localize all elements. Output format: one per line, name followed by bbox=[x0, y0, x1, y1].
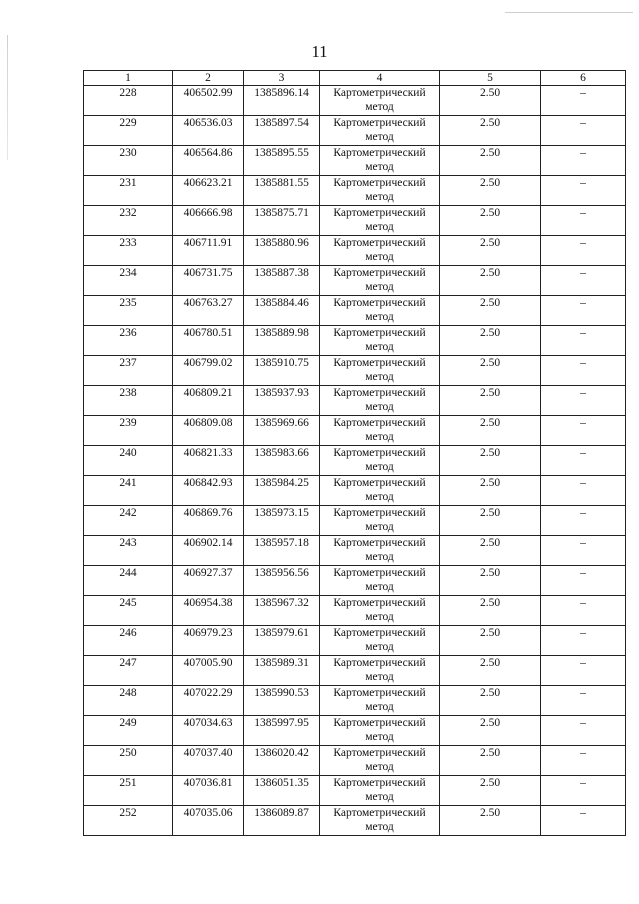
y-coordinate-cell: 1385910.75 bbox=[244, 356, 320, 386]
method-line1: Картометрический bbox=[333, 567, 426, 579]
x-coordinate-cell: 406809.08 bbox=[173, 416, 244, 446]
accuracy-cell: 2.50 bbox=[440, 266, 541, 296]
method-line2: метод bbox=[365, 101, 394, 113]
x-coordinate-cell: 406927.37 bbox=[173, 566, 244, 596]
method-cell bbox=[320, 206, 440, 236]
method-line2: метод bbox=[365, 641, 394, 653]
method-line1: Картометрический bbox=[333, 777, 426, 789]
method-line2: метод bbox=[365, 731, 394, 743]
point-number-cell: 236 bbox=[84, 326, 173, 356]
point-number-cell: 241 bbox=[84, 476, 173, 506]
accuracy-cell: 2.50 bbox=[440, 476, 541, 506]
method-line1: Картометрический bbox=[333, 537, 426, 549]
method-cell bbox=[320, 626, 440, 656]
point-number-cell: 248 bbox=[84, 686, 173, 716]
method-line1: Картометрический bbox=[333, 747, 426, 759]
point-number-cell: 249 bbox=[84, 716, 173, 746]
note-cell: – bbox=[541, 476, 626, 506]
x-coordinate-cell: 406809.21 bbox=[173, 386, 244, 416]
method-line1: Картометрический bbox=[333, 237, 426, 249]
y-coordinate-cell: 1385897.54 bbox=[244, 116, 320, 146]
table-row bbox=[84, 626, 626, 656]
note-cell: – bbox=[541, 446, 626, 476]
method-line1: Картометрический bbox=[333, 717, 426, 729]
method-cell bbox=[320, 386, 440, 416]
point-number-cell: 251 bbox=[84, 776, 173, 806]
accuracy-cell: 2.50 bbox=[440, 386, 541, 416]
point-number-cell: 245 bbox=[84, 596, 173, 626]
table-body bbox=[84, 86, 626, 836]
x-coordinate-cell: 407034.63 bbox=[173, 716, 244, 746]
point-number-cell: 230 bbox=[84, 146, 173, 176]
accuracy-cell: 2.50 bbox=[440, 356, 541, 386]
x-coordinate-cell: 406902.14 bbox=[173, 536, 244, 566]
y-coordinate-cell: 1385983.66 bbox=[244, 446, 320, 476]
table-row bbox=[84, 716, 626, 746]
x-coordinate-cell: 406711.91 bbox=[173, 236, 244, 266]
method-cell bbox=[320, 806, 440, 836]
y-coordinate-cell: 1385990.53 bbox=[244, 686, 320, 716]
method-line2: метод bbox=[365, 551, 394, 563]
method-cell bbox=[320, 656, 440, 686]
point-number-cell: 229 bbox=[84, 116, 173, 146]
y-coordinate-cell: 1385997.95 bbox=[244, 716, 320, 746]
table-row bbox=[84, 806, 626, 836]
table-row bbox=[84, 446, 626, 476]
y-coordinate-cell: 1385956.56 bbox=[244, 566, 320, 596]
point-number-cell: 244 bbox=[84, 566, 173, 596]
table-row bbox=[84, 266, 626, 296]
point-number-cell: 233 bbox=[84, 236, 173, 266]
x-coordinate-cell: 406799.02 bbox=[173, 356, 244, 386]
point-number-cell: 238 bbox=[84, 386, 173, 416]
x-coordinate-cell: 406536.03 bbox=[173, 116, 244, 146]
column-header: 3 bbox=[244, 71, 320, 86]
note-cell: – bbox=[541, 716, 626, 746]
table-row bbox=[84, 176, 626, 206]
x-coordinate-cell: 407035.06 bbox=[173, 806, 244, 836]
method-line1: Картометрический bbox=[333, 327, 426, 339]
point-number-cell: 231 bbox=[84, 176, 173, 206]
table-row bbox=[84, 506, 626, 536]
note-cell: – bbox=[541, 206, 626, 236]
x-coordinate-cell: 406731.75 bbox=[173, 266, 244, 296]
method-line1: Картометрический bbox=[333, 447, 426, 459]
method-line1: Картометрический bbox=[333, 657, 426, 669]
table-row bbox=[84, 596, 626, 626]
note-cell: – bbox=[541, 326, 626, 356]
accuracy-cell: 2.50 bbox=[440, 326, 541, 356]
method-line1: Картометрический bbox=[333, 267, 426, 279]
method-line2: метод bbox=[365, 671, 394, 683]
note-cell: – bbox=[541, 596, 626, 626]
y-coordinate-cell: 1385989.31 bbox=[244, 656, 320, 686]
accuracy-cell: 2.50 bbox=[440, 716, 541, 746]
method-line2: метод bbox=[365, 491, 394, 503]
point-number-cell: 246 bbox=[84, 626, 173, 656]
table-row bbox=[84, 236, 626, 266]
note-cell: – bbox=[541, 266, 626, 296]
accuracy-cell: 2.50 bbox=[440, 446, 541, 476]
y-coordinate-cell: 1385979.61 bbox=[244, 626, 320, 656]
point-number-cell: 234 bbox=[84, 266, 173, 296]
note-cell: – bbox=[541, 626, 626, 656]
method-line2: метод bbox=[365, 581, 394, 593]
table-row bbox=[84, 146, 626, 176]
method-line1: Картометрический bbox=[333, 297, 426, 309]
accuracy-cell: 2.50 bbox=[440, 806, 541, 836]
column-header: 1 bbox=[84, 71, 173, 86]
y-coordinate-cell: 1385937.93 bbox=[244, 386, 320, 416]
method-line2: метод bbox=[365, 611, 394, 623]
note-cell: – bbox=[541, 806, 626, 836]
y-coordinate-cell: 1385895.55 bbox=[244, 146, 320, 176]
y-coordinate-cell: 1385984.25 bbox=[244, 476, 320, 506]
x-coordinate-cell: 406502.99 bbox=[173, 86, 244, 116]
table-row bbox=[84, 386, 626, 416]
scan-top-artifact bbox=[505, 12, 633, 13]
x-coordinate-cell: 406869.76 bbox=[173, 506, 244, 536]
y-coordinate-cell: 1385973.15 bbox=[244, 506, 320, 536]
method-cell bbox=[320, 326, 440, 356]
accuracy-cell: 2.50 bbox=[440, 656, 541, 686]
y-coordinate-cell: 1385957.18 bbox=[244, 536, 320, 566]
method-line2: метод bbox=[365, 761, 394, 773]
method-cell bbox=[320, 116, 440, 146]
x-coordinate-cell: 406666.98 bbox=[173, 206, 244, 236]
x-coordinate-cell: 407036.81 bbox=[173, 776, 244, 806]
table-row bbox=[84, 476, 626, 506]
accuracy-cell: 2.50 bbox=[440, 296, 541, 326]
accuracy-cell: 2.50 bbox=[440, 86, 541, 116]
point-number-cell: 235 bbox=[84, 296, 173, 326]
table-row bbox=[84, 776, 626, 806]
y-coordinate-cell: 1385967.32 bbox=[244, 596, 320, 626]
x-coordinate-cell: 406954.38 bbox=[173, 596, 244, 626]
method-line1: Картометрический bbox=[333, 147, 426, 159]
point-number-cell: 232 bbox=[84, 206, 173, 236]
method-line2: метод bbox=[365, 431, 394, 443]
y-coordinate-cell: 1385875.71 bbox=[244, 206, 320, 236]
method-line2: метод bbox=[365, 221, 394, 233]
note-cell: – bbox=[541, 536, 626, 566]
method-line2: метод bbox=[365, 161, 394, 173]
table-row bbox=[84, 536, 626, 566]
coordinates-table bbox=[83, 70, 626, 836]
note-cell: – bbox=[541, 656, 626, 686]
method-line1: Картометрический bbox=[333, 507, 426, 519]
note-cell: – bbox=[541, 116, 626, 146]
note-cell: – bbox=[541, 776, 626, 806]
x-coordinate-cell: 406564.86 bbox=[173, 146, 244, 176]
point-number-cell: 250 bbox=[84, 746, 173, 776]
method-line1: Картометрический bbox=[333, 597, 426, 609]
accuracy-cell: 2.50 bbox=[440, 416, 541, 446]
note-cell: – bbox=[541, 176, 626, 206]
point-number-cell: 239 bbox=[84, 416, 173, 446]
accuracy-cell: 2.50 bbox=[440, 536, 541, 566]
accuracy-cell: 2.50 bbox=[440, 146, 541, 176]
method-cell bbox=[320, 176, 440, 206]
y-coordinate-cell: 1386051.35 bbox=[244, 776, 320, 806]
method-line2: метод bbox=[365, 461, 394, 473]
y-coordinate-cell: 1386089.87 bbox=[244, 806, 320, 836]
point-number-cell: 247 bbox=[84, 656, 173, 686]
method-line1: Картометрический bbox=[333, 477, 426, 489]
method-cell bbox=[320, 446, 440, 476]
accuracy-cell: 2.50 bbox=[440, 596, 541, 626]
method-line2: метод bbox=[365, 311, 394, 323]
y-coordinate-cell: 1385881.55 bbox=[244, 176, 320, 206]
method-line1: Картометрический bbox=[333, 627, 426, 639]
method-cell bbox=[320, 686, 440, 716]
y-coordinate-cell: 1385884.46 bbox=[244, 296, 320, 326]
method-line2: метод bbox=[365, 341, 394, 353]
table-row bbox=[84, 326, 626, 356]
x-coordinate-cell: 407037.40 bbox=[173, 746, 244, 776]
accuracy-cell: 2.50 bbox=[440, 236, 541, 266]
accuracy-cell: 2.50 bbox=[440, 626, 541, 656]
column-header: 4 bbox=[320, 71, 440, 86]
accuracy-cell: 2.50 bbox=[440, 506, 541, 536]
method-line2: метод bbox=[365, 821, 394, 833]
column-header: 5 bbox=[440, 71, 541, 86]
method-cell bbox=[320, 356, 440, 386]
column-header: 6 bbox=[541, 71, 626, 86]
table-row bbox=[84, 116, 626, 146]
method-line1: Картометрический bbox=[333, 417, 426, 429]
column-header: 2 bbox=[173, 71, 244, 86]
point-number-cell: 228 bbox=[84, 86, 173, 116]
method-cell bbox=[320, 746, 440, 776]
method-line2: метод bbox=[365, 191, 394, 203]
table-row bbox=[84, 296, 626, 326]
table-row bbox=[84, 416, 626, 446]
table-row bbox=[84, 746, 626, 776]
method-line1: Картометрический bbox=[333, 687, 426, 699]
method-cell bbox=[320, 776, 440, 806]
note-cell: – bbox=[541, 296, 626, 326]
x-coordinate-cell: 406842.93 bbox=[173, 476, 244, 506]
method-line2: метод bbox=[365, 521, 394, 533]
point-number-cell: 243 bbox=[84, 536, 173, 566]
method-cell bbox=[320, 476, 440, 506]
point-number-cell: 240 bbox=[84, 446, 173, 476]
accuracy-cell: 2.50 bbox=[440, 566, 541, 596]
method-line2: метод bbox=[365, 131, 394, 143]
table-row bbox=[84, 86, 626, 116]
x-coordinate-cell: 406979.23 bbox=[173, 626, 244, 656]
note-cell: – bbox=[541, 416, 626, 446]
note-cell: – bbox=[541, 386, 626, 416]
method-line2: метод bbox=[365, 791, 394, 803]
accuracy-cell: 2.50 bbox=[440, 116, 541, 146]
y-coordinate-cell: 1385889.98 bbox=[244, 326, 320, 356]
x-coordinate-cell: 406780.51 bbox=[173, 326, 244, 356]
point-number-cell: 252 bbox=[84, 806, 173, 836]
method-line1: Картометрический bbox=[333, 807, 426, 819]
note-cell: – bbox=[541, 236, 626, 266]
note-cell: – bbox=[541, 146, 626, 176]
y-coordinate-cell: 1385880.96 bbox=[244, 236, 320, 266]
method-cell bbox=[320, 236, 440, 266]
note-cell: – bbox=[541, 86, 626, 116]
method-cell bbox=[320, 146, 440, 176]
method-line1: Картометрический bbox=[333, 117, 426, 129]
accuracy-cell: 2.50 bbox=[440, 206, 541, 236]
method-cell bbox=[320, 596, 440, 626]
method-cell bbox=[320, 296, 440, 326]
note-cell: – bbox=[541, 746, 626, 776]
method-line2: метод bbox=[365, 401, 394, 413]
method-line1: Картометрический bbox=[333, 177, 426, 189]
method-cell bbox=[320, 266, 440, 296]
y-coordinate-cell: 1386020.42 bbox=[244, 746, 320, 776]
method-cell bbox=[320, 86, 440, 116]
table-row bbox=[84, 566, 626, 596]
table-header-row bbox=[84, 71, 626, 86]
x-coordinate-cell: 406821.33 bbox=[173, 446, 244, 476]
method-line2: метод bbox=[365, 371, 394, 383]
x-coordinate-cell: 407005.90 bbox=[173, 656, 244, 686]
method-line2: метод bbox=[365, 251, 394, 263]
y-coordinate-cell: 1385887.38 bbox=[244, 266, 320, 296]
y-coordinate-cell: 1385969.66 bbox=[244, 416, 320, 446]
accuracy-cell: 2.50 bbox=[440, 746, 541, 776]
method-cell bbox=[320, 536, 440, 566]
x-coordinate-cell: 406623.21 bbox=[173, 176, 244, 206]
method-line1: Картометрический bbox=[333, 357, 426, 369]
note-cell: – bbox=[541, 356, 626, 386]
method-cell bbox=[320, 416, 440, 446]
method-cell bbox=[320, 506, 440, 536]
page-number: 11 bbox=[311, 42, 328, 61]
method-line1: Картометрический bbox=[333, 387, 426, 399]
note-cell: – bbox=[541, 506, 626, 536]
accuracy-cell: 2.50 bbox=[440, 686, 541, 716]
x-coordinate-cell: 407022.29 bbox=[173, 686, 244, 716]
accuracy-cell: 2.50 bbox=[440, 176, 541, 206]
method-cell bbox=[320, 716, 440, 746]
method-line2: метод bbox=[365, 701, 394, 713]
method-cell bbox=[320, 566, 440, 596]
note-cell: – bbox=[541, 686, 626, 716]
note-cell: – bbox=[541, 566, 626, 596]
accuracy-cell: 2.50 bbox=[440, 776, 541, 806]
table-row bbox=[84, 656, 626, 686]
table-row bbox=[84, 686, 626, 716]
table-row bbox=[84, 206, 626, 236]
x-coordinate-cell: 406763.27 bbox=[173, 296, 244, 326]
point-number-cell: 242 bbox=[84, 506, 173, 536]
y-coordinate-cell: 1385896.14 bbox=[244, 86, 320, 116]
table-row bbox=[84, 356, 626, 386]
method-line2: метод bbox=[365, 281, 394, 293]
point-number-cell: 237 bbox=[84, 356, 173, 386]
method-line1: Картометрический bbox=[333, 207, 426, 219]
method-line1: Картометрический bbox=[333, 87, 426, 99]
